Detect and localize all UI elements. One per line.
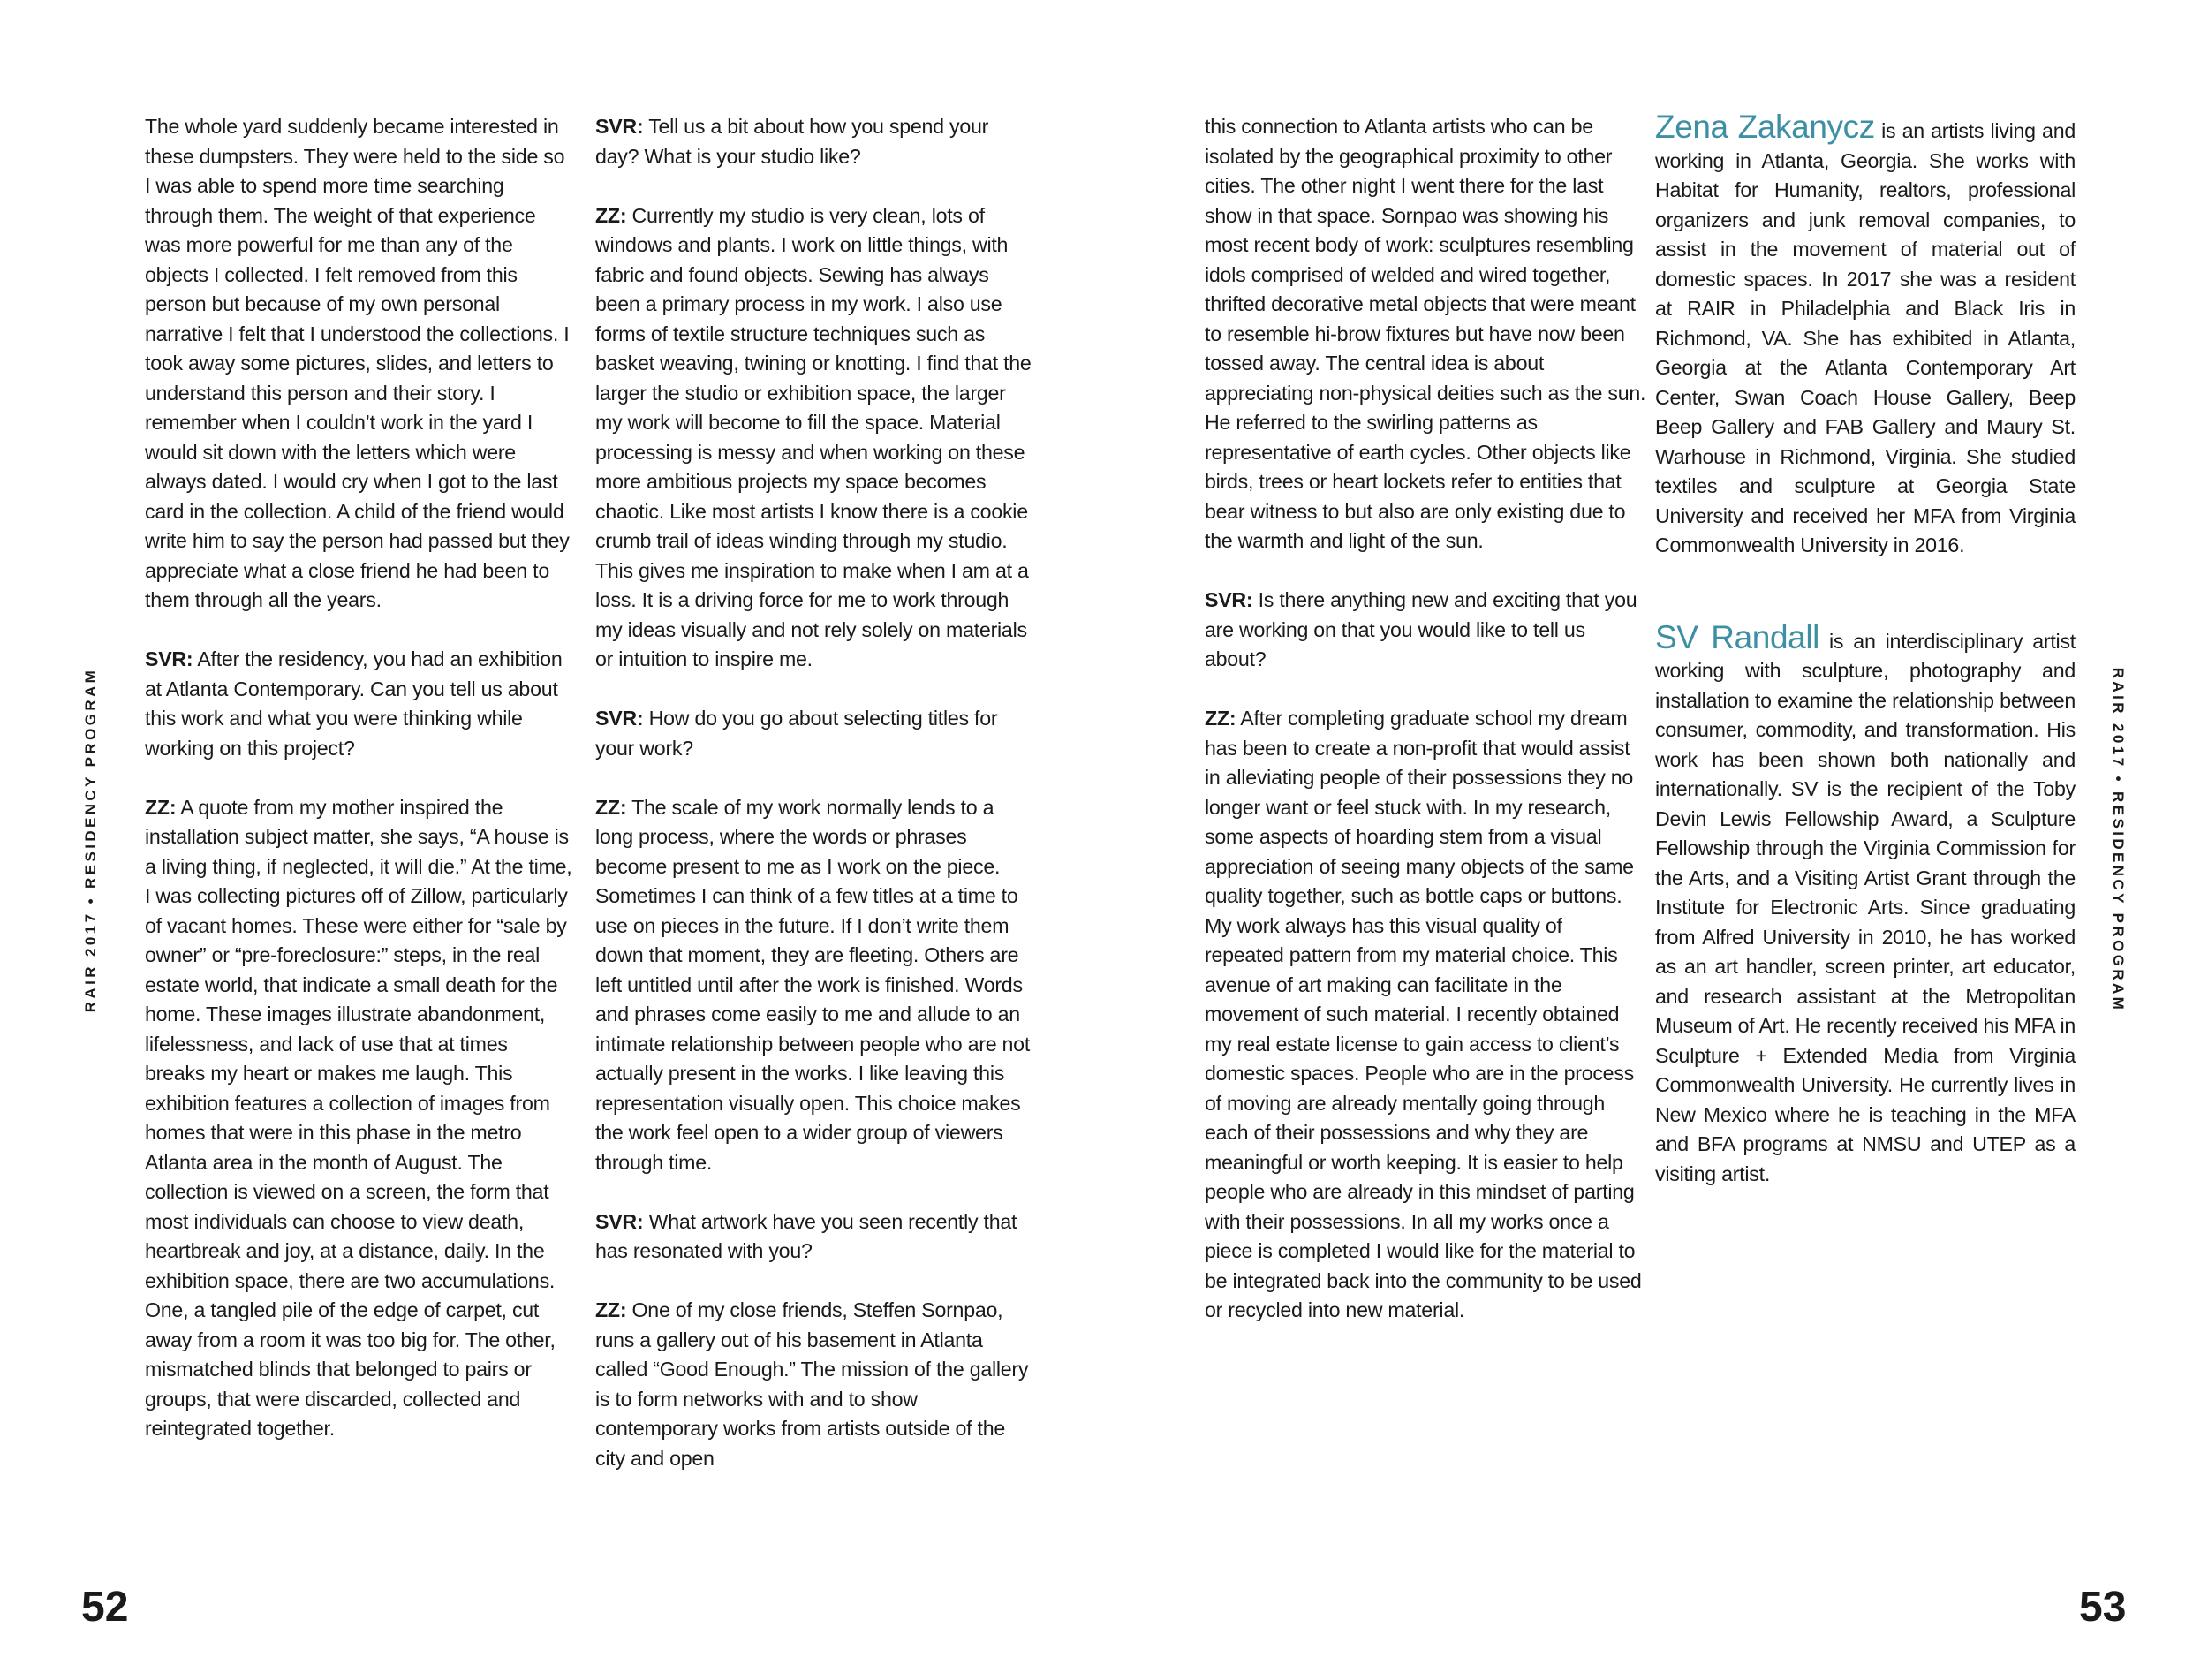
paragraph [595,201,1032,675]
column-1 [145,112,572,1444]
paragraph-text: this connection to Atlanta artists who can be isolated by the geographical proximity to other cities. The other night I went there for the last show in that space. Sornpao was showing his most recent body of work: sculptures resembling idols comprised of welded and wired together, thrifted decorative metal objects that were meant to resemble hi-brow fixtures but have now been tossed away. The central idea is about appreciating non-physical deities such as the sun. He referred to the swirling patterns as representative of earth cycles. Other objects like birds, trees or heart lockets refer to entities that bear witness to but also are only existing due to the warmth and light of the sun. [1205,115,1646,552]
paragraph [1205,704,1646,1326]
paragraph-text: Currently my studio is very clean, lots of windows and plants. I work on little things, with fabric and found objects. Sewing has always been a primary process in my work. I also use forms of textile structure techniques such as basket weaving, twining or knotting. I find that the larger the studio or exhibition space, the larger my work will become to fill the space. Material processing is messy and when working on these more ambitious projects my space becomes chaotic. Like most artists I know there is a cookie crumb trail of ideas winding through my studio. This gives me inspiration to make when I am at a loss. It is a driving force for me to work through my ideas visually and not rely solely on materials or intuition to inspire me. [595,203,1032,670]
paragraph [595,1296,1032,1473]
paragraph-text: How do you go about selecting titles for your work? [595,707,998,760]
bio-zena-zakanycz [1655,109,2076,561]
page-number-left: 52 [81,1584,129,1631]
paragraph-text: Tell us a bit about how you spend your day? What is your studio like? [595,115,989,168]
paragraph-text: One of my close friends, Steffen Sornpao, runs a gallery out of his basement in Atlanta called “Good Enough.” The mission of the gallery is to form networks with and to show contemporary works from artists outside of the city and open [595,1298,1029,1470]
speaker-label: ZZ: [595,795,627,819]
sidebar-label-left: RAIR 2017 • RESIDENCY PROGRAM [82,667,99,1013]
speaker-label: ZZ: [1205,707,1236,730]
speaker-label: SVR: [595,115,644,138]
paragraph-text: A quote from my mother inspired the installation subject matter, she says, “A house is a living thing, if neglected, it will die.” At the time, I was collecting pictures off of Zillow, particularly of vacant homes. These were either for “sale by owner” or “pre-foreclosure:” steps, in the real estate world, that indicate a small death for the home. These images illustrate abandonment, lifelessness, and lack of use that at times breaks my heart or makes me laugh. This exhibition features a collection of images from homes that were in this phase in the metro Atlanta area in the month of August. The collection is viewed on a screen, the form that most individuals can choose to view death, heartbreak and joy, at a distance, daily. In the exhibition space, there are two accumulations. One, a tangled pile of the edge of carpet, cut away from a room it was too big for. The other, mismatched blinds that belonged to pairs or groups, that were discarded, collected and reintegrated together. [145,795,572,1440]
speaker-label: ZZ: [595,203,627,227]
paragraph [145,112,572,616]
bio-sv-randall [1655,618,2076,1190]
speaker-label: ZZ: [595,1298,627,1321]
paragraph [1205,112,1646,556]
sidebar-label-right: RAIR 2017 • RESIDENCY PROGRAM [2110,667,2127,1013]
speaker-label: SVR: [595,707,644,730]
paragraph [595,112,1032,171]
speaker-label: SVR: [595,1209,644,1233]
paragraph-text: The whole yard suddenly became interested in these dumpsters. They were held to the side so I was able to spend more time searching through them. The weight of that experience was more powerful for me than any of the objects I collected. I felt removed from this person but because of my own personal narrative I felt that I understood the collections. I took away some pictures, slides, and letters to understand this person and their story. I remember when I couldn’t work in the yard I would sit down with the letters which were always dated. I would cry when I got to the last card in the collection. A child of the friend would write him to say the person had passed but they appreciate what a close friend he had been to them through all the years. [145,115,570,611]
paragraph-text: Is there anything new and exciting that you are working on that you would like to tell us about? [1205,588,1637,670]
paragraph-text: The scale of my work normally lends to a long process, where the words or phrases become present to me as I work on the piece. Sometimes I can think of a few titles at a time to use on pieces in the future. If I don’t write them down that moment, they are fleeting. Others are left untitled until after the work is finished. Words and phrases come easily to me and allude to an intimate relationship between people who are not actually present in the works. I like leaving this representation visually open. This choice makes the work feel open to a wider group of viewers through time. [595,795,1031,1174]
speaker-label: ZZ: [145,795,177,819]
paragraph [145,793,572,1444]
bio-name: Zena Zakanycz [1655,109,1875,145]
paragraph [595,704,1032,763]
paragraph-text: After completing graduate school my dream has been to create a non-profit that would assist in alleviating people of their possessions they no longer want or feel stuck with. In my research, some aspects of hoarding stem from a visual appreciation of seeing many objects of the same quality together, such as bottle caps or buttons. My work always has this visual quality of repeated pattern from my material choice. This avenue of art making can facilitate in the movement of such material. I recently obtained my real estate license to gain access to client’s domestic spaces. People who are in the process of moving are already mentally going through each of their possessions and why they are meaningful or worth keeping. It is easier to help people who are already in this mindset of parting with their possessions. In all my works once a piece is completed I would like for the material to be integrated back into the community to be used or recycled into new material. [1205,707,1642,1321]
page-number-right: 53 [2079,1584,2127,1631]
paragraph [595,793,1032,1178]
bio-column [1655,109,2076,1189]
bio-text: is an artists living and working in Atlanta, Georgia. She works with Habitat for Humanity, realtors, professional organizers and junk removal companies, to assist in the movement of material out of domestic spaces. In 2017 she was a resident at RAIR in Philadelphia and Black Iris in Richmond, VA. She has exhibited in Atlanta, Georgia at the Atlanta Contemporary Art Center, Swan Coach House Gallery, Beep Beep Gallery and FAB Gallery and Maury St. Warhouse in Richmond, Virginia. She studied textiles and sculpture at Georgia State University and received her MFA from Virginia Commonwealth University in 2016. [1655,119,2076,556]
column-3 [1205,112,1646,1326]
paragraph [1205,586,1646,675]
paragraph-text: What artwork have you seen recently that has resonated with you? [595,1209,1017,1262]
bio-text: is an interdisciplinary artist working with sculpture, photography and installation to examine the relationship between consumer, commodity, and transformation. His work has been shown both nationally and internationally. SV is the recipient of the Toby Devin Lewis Fellowship Award, a Sculpture Fellowship through the Virginia Commission for the Arts, and a Visiting Artist Grant through the Institute for Electronic Arts. Since graduating from Alfred University in 2010, he has worked as an art handler, screen printer, art educator, and research assistant at the Metropolitan Museum of Art. He recently received his MFA in Sculpture + Extended Media from Virginia Commonwealth University. He currently lives in New Mexico where he is teaching in the MFA and BFA programs at NMSU and UTEP as a visiting artist. [1655,629,2076,1185]
paragraph-text: After the residency, you had an exhibition at Atlanta Contemporary. Can you tell us about this work and what you were thinking while working on this project? [145,647,563,760]
column-2 [595,112,1032,1473]
bio-name: SV Randall [1655,618,1819,655]
speaker-label: SVR: [1205,588,1253,611]
paragraph [145,645,572,763]
speaker-label: SVR: [145,647,193,670]
paragraph [595,1207,1032,1267]
